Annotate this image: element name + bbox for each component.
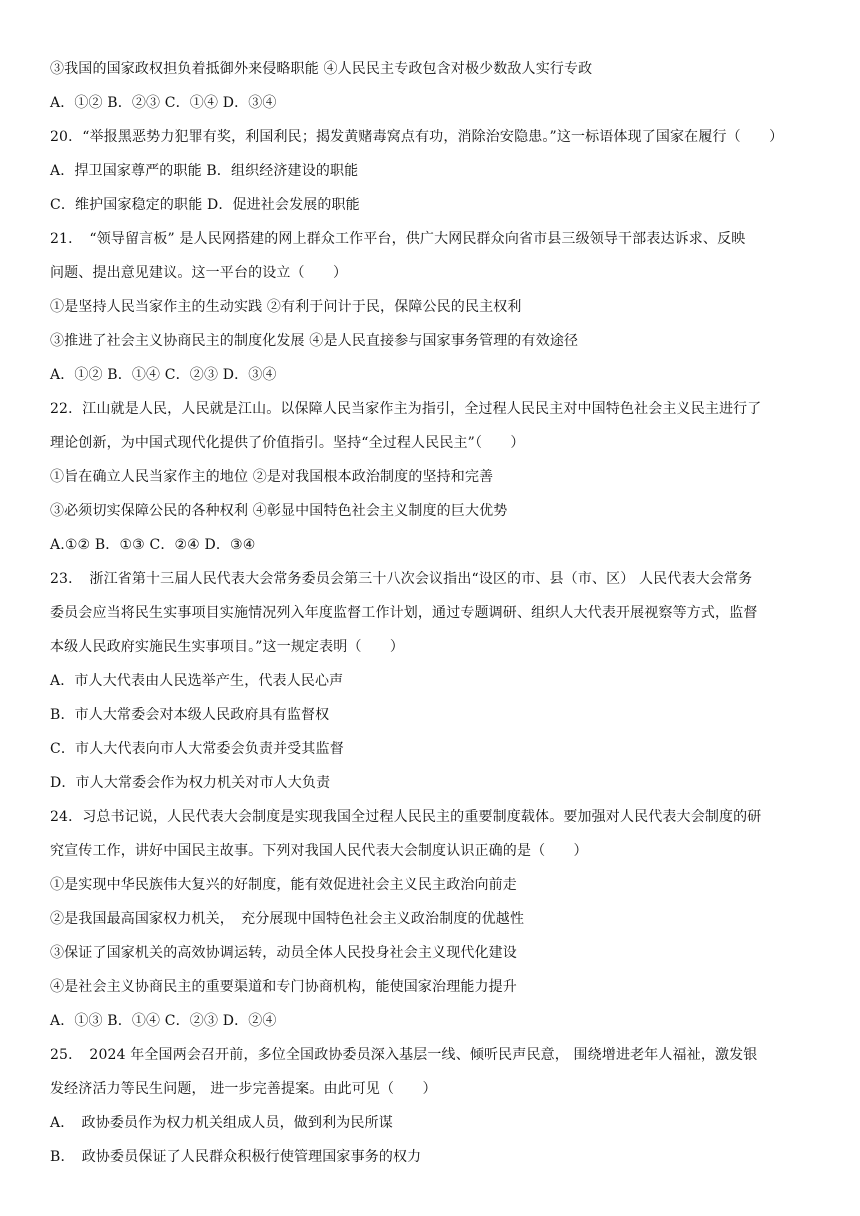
q25-option-b: B． 政协委员保证了人民群众积极行使管理国家事务的权力 <box>50 1149 422 1165</box>
q24-stem-line-2: 究宣传工作，讲好中国民主故事。下列对我国人民代表大会制度认识正确的是（ ） <box>50 843 588 859</box>
q22-stem-line-1: 22．江山就是人民，人民就是江山。以保障人民当家作主为指引，全过程人民民主对中国特色社会主义民主进行了 <box>50 401 762 417</box>
q25-option-a: A． 政协委员作为权力机关组成人员，做到利为民所谋 <box>50 1115 393 1131</box>
q21-statements-12: ①是坚持人民当家作主的生动实践 ②有利于问计于民，保障公民的民主权利 <box>50 299 522 315</box>
q20-options-ab: A．捍卫国家尊严的职能 B．组织经济建设的职能 <box>50 163 359 179</box>
q22-statements-12: ①旨在确立人民当家作主的地位 ②是对我国根本政治制度的坚持和完善 <box>50 469 494 485</box>
q23-option-a: A．市人大代表由人民选举产生，代表人民心声 <box>50 673 344 689</box>
q23-stem-line-1: 23． 浙江省第十三届人民代表大会常务委员会第三十八次会议指出“设区的市、县（市、区） 人民代表大会常务 <box>50 571 753 587</box>
q20-stem: 20．“举报黑恶势力犯罪有奖，利国利民；揭发黄赌毒窝点有功，消除治安隐患。”这一标语体现了国家在履行（ ） <box>50 129 784 145</box>
q24-statement-4: ④是社会主义协商民主的重要渠道和专门协商机构，能使国家治理能力提升 <box>50 979 517 995</box>
q23-option-d: D．市人大常委会作为权力机关对市人大负责 <box>50 775 331 791</box>
q24-statement-3: ③保证了国家机关的高效协调运转，动员全体人民投身社会主义现代化建设 <box>50 945 517 961</box>
q19-answer-choices: A．①② B．②③ C．①④ D．③④ <box>50 95 277 111</box>
q22-statements-34: ③必须切实保障公民的各种权利 ④彰显中国特色社会主义制度的巨大优势 <box>50 503 508 519</box>
q25-stem-line-2: 发经济活力等民生问题， 进一步完善提案。由此可见（ ） <box>50 1081 437 1097</box>
q24-statement-1: ①是实现中华民族伟大复兴的好制度，能有效促进社会主义民主政治向前走 <box>50 877 517 893</box>
q21-stem-line-1: 21． “领导留言板” 是人民网搭建的网上群众工作平台，供广大网民群众向省市县三级领导干部表达诉求、反映 <box>50 231 746 247</box>
q22-stem-line-2: 理论创新，为中国式现代化提供了价值指引。坚持“全过程人民民主”（ ） <box>50 435 525 451</box>
q25-stem-line-1: 25． 2024 年全国两会召开前，多位全国政协委员深入基层一线、倾听民声民意， 围绕增进老年人福祉，激发银 <box>50 1047 758 1063</box>
q19-option-line-2: ③我国的国家政权担负着抵御外来侵略职能 ④人民民主专政包含对极少数敌人实行专政 <box>50 61 593 77</box>
q23-option-b: B．市人大常委会对本级人民政府具有监督权 <box>50 707 330 723</box>
q23-stem-line-2: 委员会应当将民生实事项目实施情况列入年度监督工作计划，通过专题调研、组织人大代表开展视察等方式，监督 <box>50 605 758 621</box>
q24-stem-line-1: 24．习总书记说，人民代表大会制度是实现我国全过程人民民主的重要制度载体。要加强对人民代表大会制度的研 <box>50 809 762 825</box>
q22-answer-choices: A.①② B．①③ C．②④ D．③④ <box>50 537 256 553</box>
q23-option-c: C．市人大代表向市人大常委会负责并受其监督 <box>50 741 344 757</box>
q24-answer-choices: A．①③ B．①④ C．②③ D．②④ <box>50 1013 277 1029</box>
q21-answer-choices: A．①② B．①④ C．②③ D．③④ <box>50 367 277 383</box>
q23-stem-line-3: 本级人民政府实施民生实事项目。”这一规定表明（ ） <box>50 639 405 655</box>
q24-statement-2: ②是我国最高国家权力机关， 充分展现中国特色社会主义政治制度的优越性 <box>50 911 525 927</box>
q21-statements-34: ③推进了社会主义协商民主的制度化发展 ④是人民直接参与国家事务管理的有效途径 <box>50 333 579 349</box>
q21-stem-line-2: 问题、提出意见建议。这一平台的设立（ ） <box>50 265 348 281</box>
q20-options-cd: C．维护国家稳定的职能 D．促进社会发展的职能 <box>50 197 360 213</box>
